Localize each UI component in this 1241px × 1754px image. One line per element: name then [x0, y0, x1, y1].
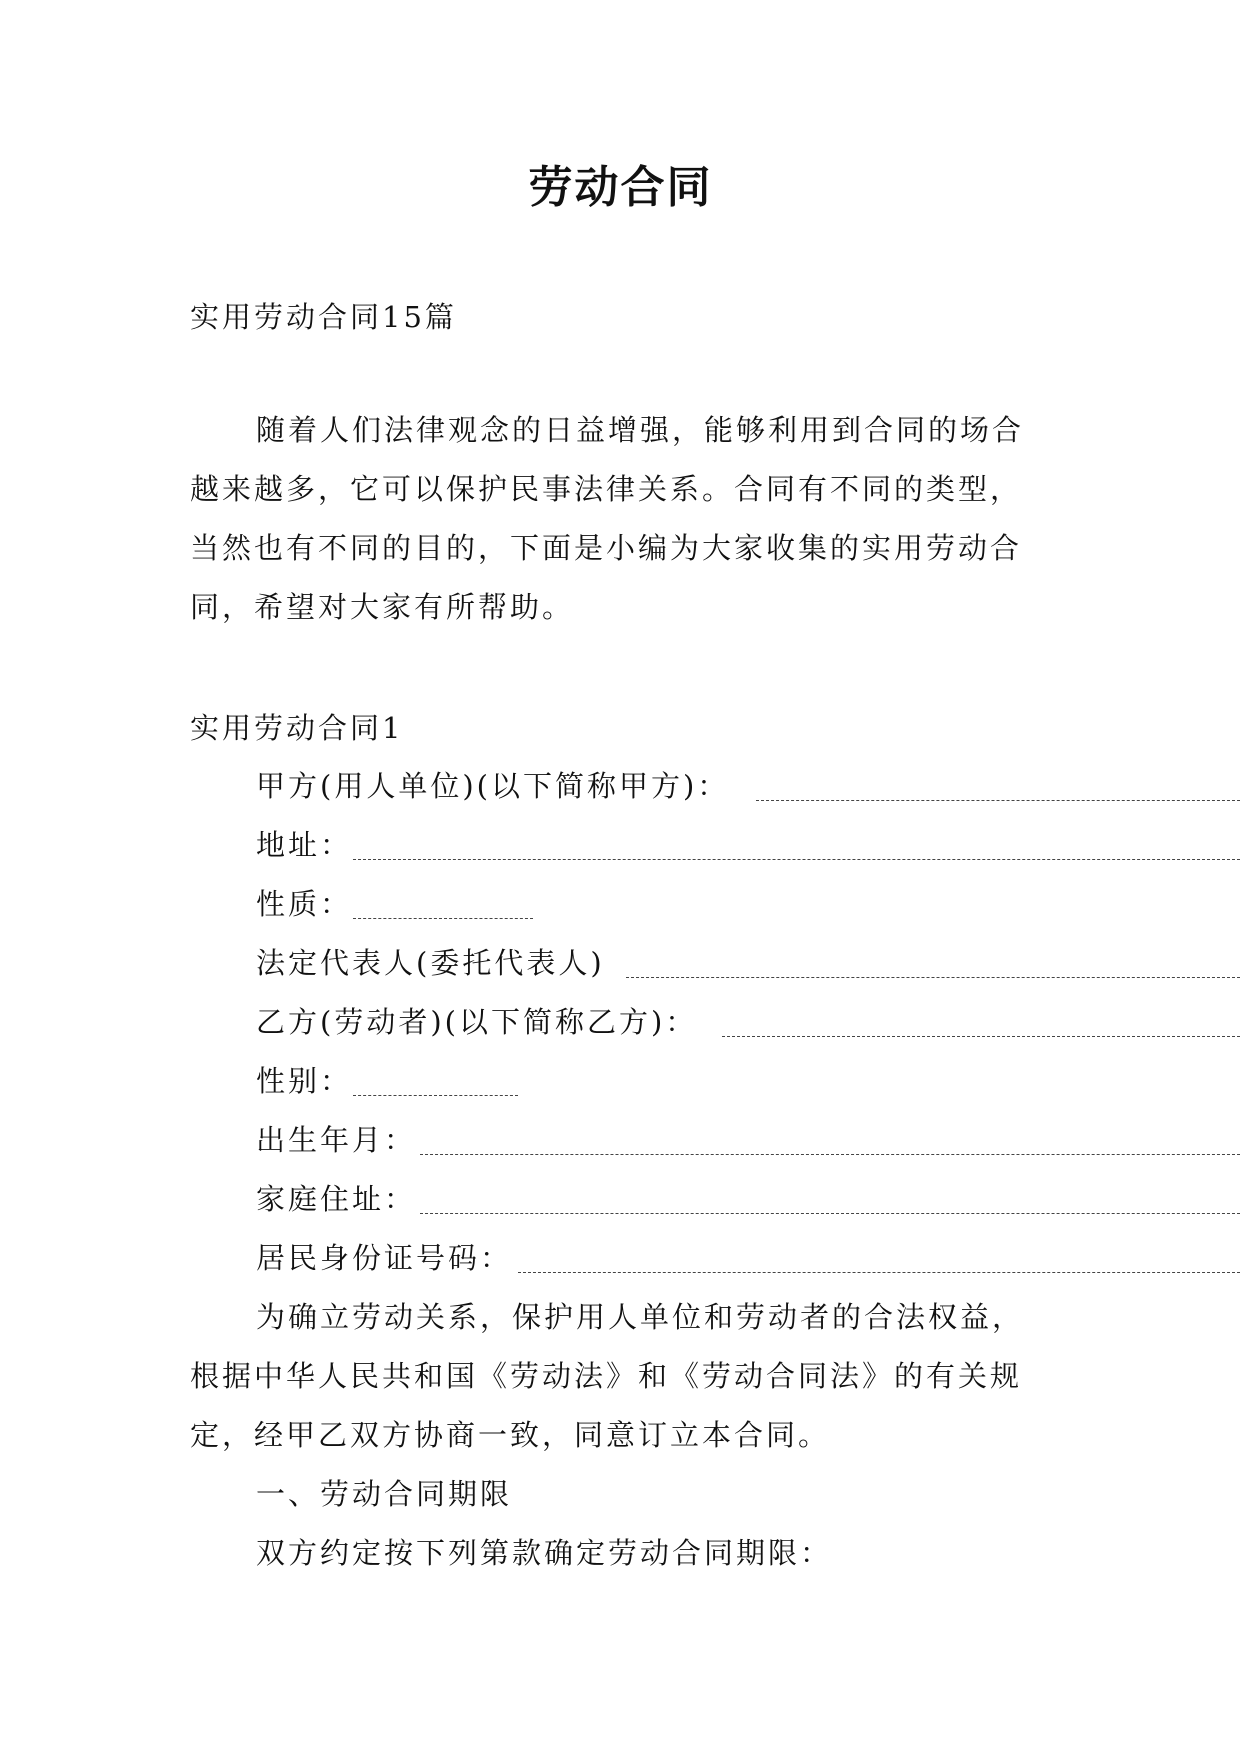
field-label: 居民身份证号码： [256, 1241, 513, 1275]
field-label: 法定代表人(委托代表人) [256, 946, 605, 980]
field-label: 性质： [256, 887, 353, 921]
fill-in-blank [420, 1154, 1240, 1155]
purpose-line: 定，经甲乙双方协商一致，同意订立本合同。 [190, 1418, 831, 1452]
intro-line: 当然也有不同的目的，下面是小编为大家收集的实用劳动合 [190, 531, 1023, 565]
intro-line: 同，希望对大家有所帮助。 [190, 590, 575, 624]
field-label: 出生年月： [256, 1123, 417, 1157]
intro-line: 越来越多，它可以保护民事法律关系。合同有不同的类型， [190, 472, 1023, 506]
fill-in-blank [420, 1213, 1240, 1214]
intro-line: 随着人们法律观念的日益增强，能够利用到合同的场合 [256, 413, 1025, 447]
field-label: 乙方(劳动者)(以下简称乙方)： [256, 1005, 698, 1039]
fill-in-blank [518, 1272, 1240, 1273]
fill-in-blank [353, 918, 533, 919]
page-title: 劳动合同 [528, 162, 713, 213]
purpose-line: 为确立劳动关系，保护用人单位和劳动者的合法权益， [256, 1300, 1025, 1334]
clause-text: 双方约定按下列第款确定劳动合同期限： [256, 1536, 833, 1570]
fill-in-blank [756, 800, 1240, 801]
field-label: 甲方(用人单位)(以下简称甲方)： [256, 769, 730, 803]
section-title: 实用劳动合同1 [190, 711, 404, 745]
fill-in-blank [626, 977, 1240, 978]
field-label: 地址： [256, 828, 353, 862]
fill-in-blank [353, 859, 1240, 860]
document-subtitle: 实用劳动合同15篇 [190, 300, 457, 334]
fill-in-blank [722, 1036, 1240, 1037]
field-label: 性别： [256, 1064, 353, 1098]
purpose-line: 根据中华人民共和国《劳动法》和《劳动合同法》的有关规 [190, 1359, 1023, 1393]
field-label: 家庭住址： [256, 1182, 417, 1216]
clause-heading: 一、劳动合同期限 [256, 1477, 513, 1511]
fill-in-blank [353, 1095, 518, 1096]
